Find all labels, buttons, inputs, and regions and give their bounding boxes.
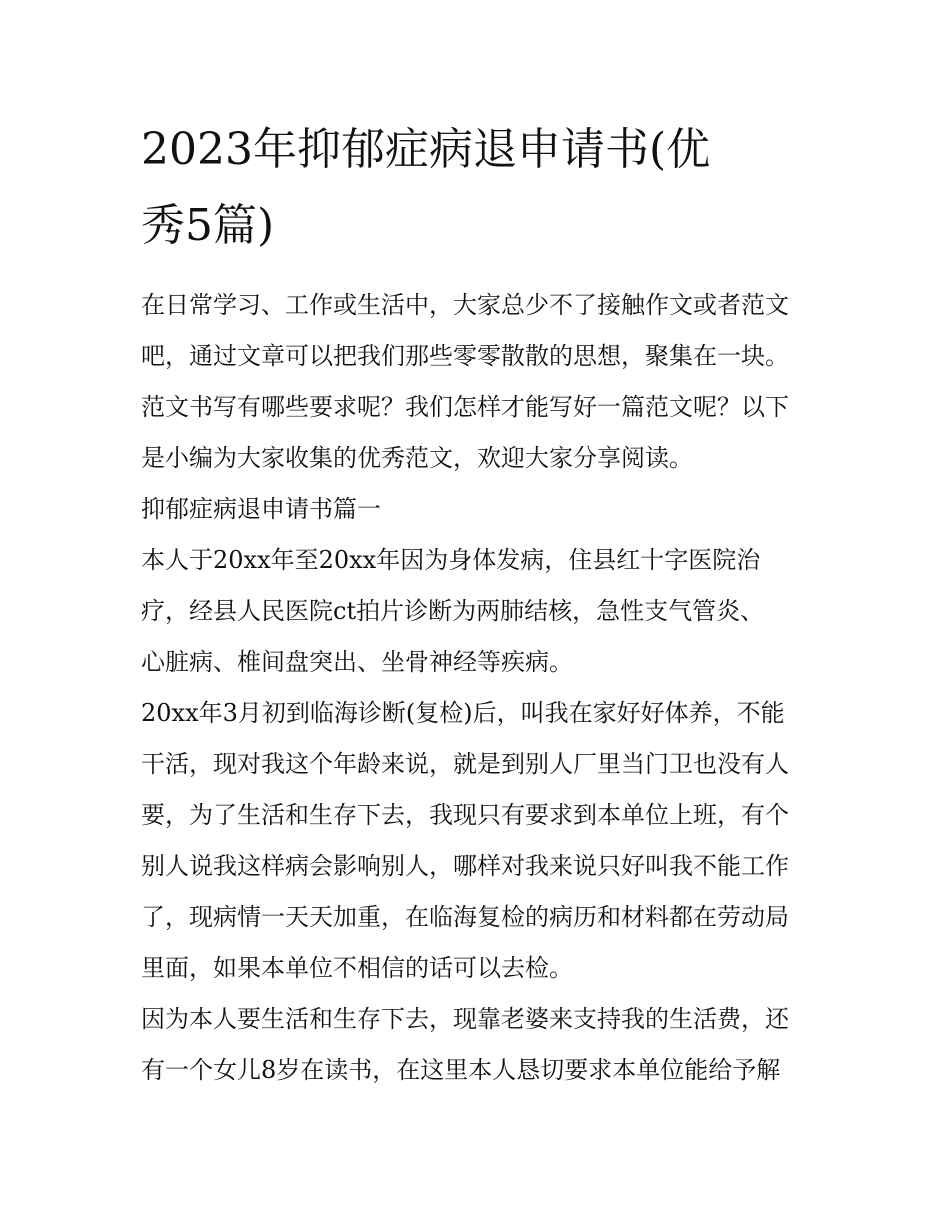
text-line: 干活，现对我这个年龄来说，就是到别人厂里当门卫也没有人 — [141, 750, 789, 778]
text-line: 疗，经县人民医院ct拍片诊断为两肺结核，急性支气管炎、 — [141, 597, 765, 625]
intro-paragraph — [141, 280, 821, 484]
text-line: 心脏病、椎间盘突出、坐骨神经等疾病。 — [141, 648, 573, 676]
text-line: 20xx年3月初到临海诊断(复检)后，叫我在家好好体养，不能 — [141, 699, 785, 727]
text-line: 里面，如果本单位不相信的话可以去检。 — [141, 954, 573, 982]
section-heading — [141, 484, 821, 535]
title-line: 2023年抑郁症病退申请书(优 — [141, 124, 711, 175]
text-line: 吧，通过文章可以把我们那些零零散散的思想，聚集在一块。 — [141, 342, 789, 370]
text-line: 抑郁症病退申请书篇一 — [141, 495, 381, 523]
text-line: 要，为了生活和生存下去，我现只有要求到本单位上班，有个 — [141, 801, 789, 829]
body-paragraph — [141, 688, 821, 994]
title-line: 秀5篇) — [141, 200, 275, 251]
body-paragraph — [141, 535, 821, 688]
text-line: 了，现病情一天天加重，在临海复检的病历和材料都在劳动局 — [141, 903, 789, 931]
text-line: 本人于20xx年至20xx年因为身体发病，住县红十字医院治 — [141, 546, 761, 574]
body-paragraph — [141, 994, 821, 1096]
document-title — [141, 112, 821, 264]
document-content — [141, 112, 821, 1096]
text-line: 别人说我这样病会影响别人，哪样对我来说只好叫我不能工作 — [141, 852, 789, 880]
text-line: 在日常学习、工作或生活中，大家总少不了接触作文或者范文 — [141, 291, 789, 319]
text-line: 是小编为大家收集的优秀范文，欢迎大家分享阅读。 — [141, 444, 693, 472]
text-line: 有一个女儿8岁在读书，在这里本人恳切要求本单位能给予解 — [141, 1056, 781, 1084]
text-line: 范文书写有哪些要求呢？我们怎样才能写好一篇范文呢？以下 — [141, 393, 789, 421]
text-line: 因为本人要生活和生存下去，现靠老婆来支持我的生活费，还 — [141, 1005, 789, 1033]
